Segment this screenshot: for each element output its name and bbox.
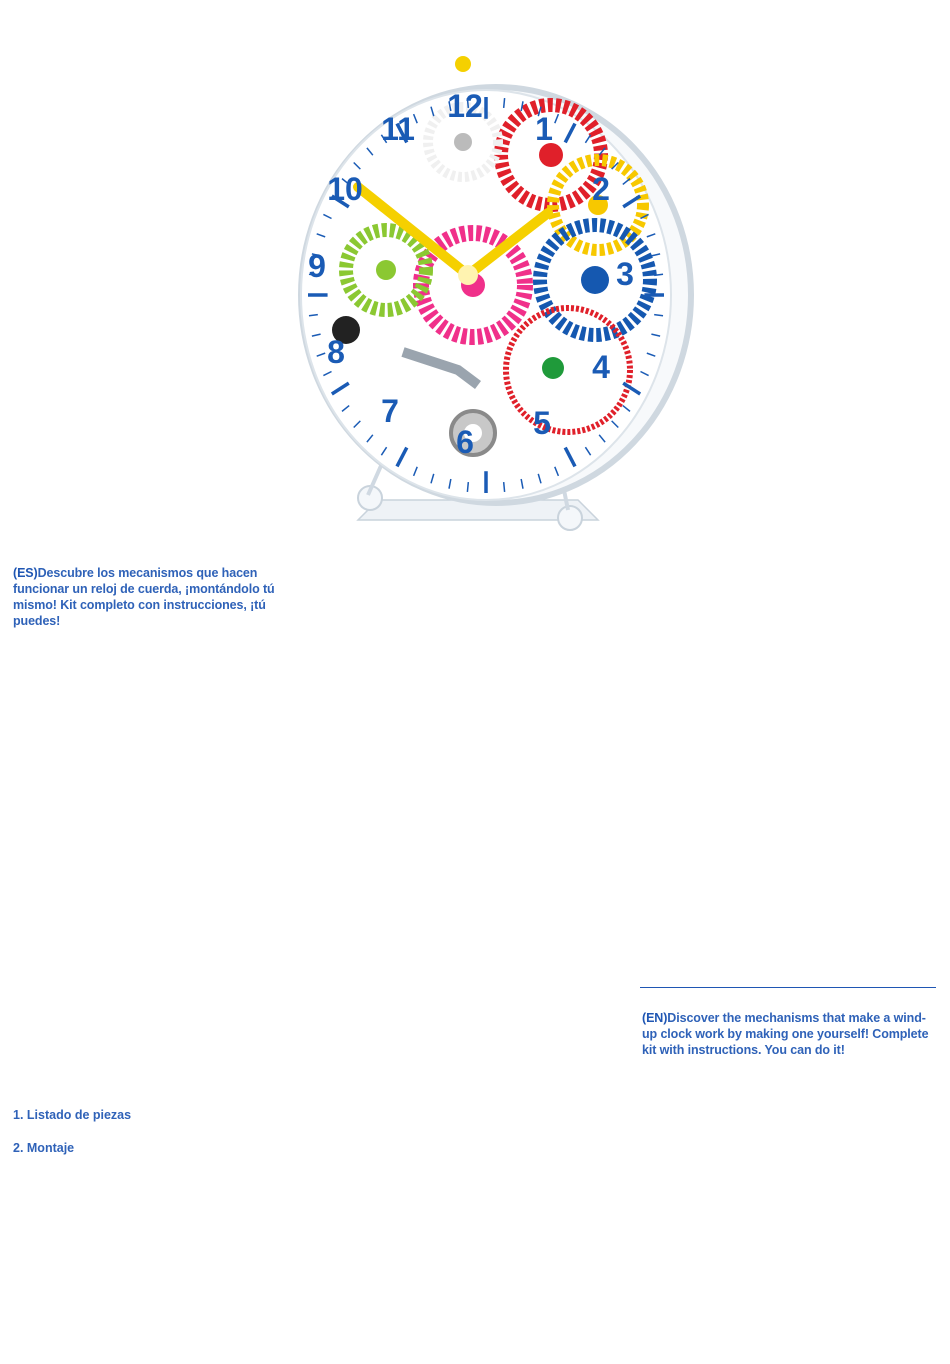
dial-tick bbox=[467, 482, 468, 492]
toc-item-assembly[interactable]: 2. Montaje bbox=[13, 1141, 75, 1155]
dial-number-3: 3 bbox=[616, 256, 634, 292]
dial-tick bbox=[504, 482, 505, 492]
section-divider bbox=[640, 987, 936, 988]
dial-number-11: 11 bbox=[381, 111, 415, 147]
dial-number-10: 10 bbox=[327, 171, 363, 207]
dial-number-12: 12 bbox=[447, 88, 483, 124]
spanish-description-text: Descubre los mecanismos que hacen funcionar un reloj de cuerda, ¡montándolo tú mismo! Kit completo con instrucciones, ¡tú puedes! bbox=[13, 566, 275, 628]
toc-item-parts-list[interactable]: 1. Listado de piezas bbox=[13, 1108, 132, 1122]
dial-tick bbox=[654, 274, 663, 275]
english-language-tag: (EN) bbox=[642, 1011, 668, 1025]
clock-product-image bbox=[268, 40, 708, 540]
dial-number-8: 8 bbox=[327, 334, 345, 370]
dial-tick bbox=[654, 315, 663, 316]
wind-up-clock-kit-icon bbox=[268, 40, 708, 540]
dial-number-9: 9 bbox=[308, 248, 326, 284]
english-description-text: Discover the mechanisms that make a wind-up clock work by making one yourself! Complete kit with instructions. You can do it! bbox=[642, 1011, 929, 1057]
english-description bbox=[642, 1010, 937, 1058]
dial-number-6: 6 bbox=[456, 424, 474, 460]
dial-number-5: 5 bbox=[533, 405, 551, 441]
spanish-language-tag: (ES) bbox=[13, 566, 38, 580]
dial-tick bbox=[309, 315, 318, 316]
dial-number-1: 1 bbox=[535, 111, 553, 147]
spanish-description bbox=[13, 565, 298, 629]
dial-number-2: 2 bbox=[592, 171, 610, 207]
dial-tick bbox=[504, 98, 505, 108]
dial-number-4: 4 bbox=[592, 349, 610, 385]
dial-number-7: 7 bbox=[381, 393, 399, 429]
